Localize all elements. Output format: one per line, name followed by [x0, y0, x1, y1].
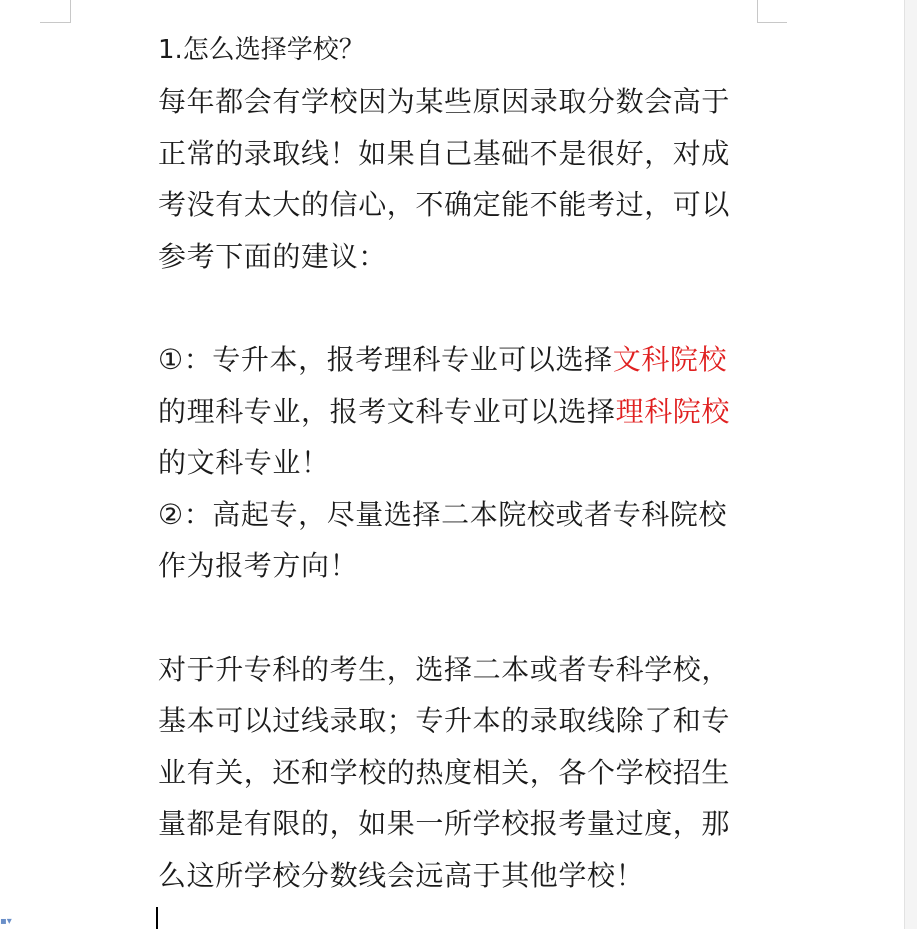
- crop-mark-top-right-horizontal: [757, 22, 787, 23]
- text-line: 每年都会有学校因为某些原因录取分数会高于: [158, 85, 731, 118]
- text-cursor: [156, 907, 158, 929]
- paragraph-intro: [158, 76, 758, 282]
- document-heading: 1.怎么选择学校？: [158, 35, 365, 65]
- text-line: 对于升专科的考生，选择二本或者专科学校，: [158, 652, 731, 686]
- blank-line: [158, 592, 758, 644]
- paste-options-icon[interactable]: ▪▾: [0, 916, 12, 927]
- text-line: 正常的录取线！如果自己基础不是很好，对成: [158, 136, 731, 170]
- vertical-scrollbar[interactable]: [904, 0, 917, 929]
- suggestion-item-1: [158, 334, 758, 489]
- text-line: 业有关，还和学校的热度相关，各个学校招生: [158, 755, 731, 789]
- text-segment: 的理科专业，报考文科专业可以选择: [158, 394, 616, 428]
- text-line: 么这所学校分数线会远高于其他学校！: [158, 858, 645, 892]
- blank-line: [158, 282, 758, 334]
- crop-mark-top-left-horizontal: [40, 22, 71, 23]
- text-line: 的文科专业！: [158, 446, 330, 480]
- text-line: [158, 386, 758, 438]
- text-segment: ①：专升本，报考理科专业可以选择: [158, 342, 613, 376]
- crop-mark-top-right-vertical: [757, 0, 758, 22]
- suggestion-item-2: [158, 489, 758, 592]
- text-line: 量都是有限的，如果一所学校报考量过度，那: [158, 807, 731, 841]
- text-line: 作为报考方向！: [158, 549, 359, 583]
- highlighted-text: 文科院校: [612, 342, 728, 376]
- text-line: [158, 334, 758, 386]
- paragraph-conclusion: [158, 644, 758, 902]
- highlighted-text: 理科院校: [615, 394, 731, 428]
- text-line: 基本可以过线录取；专升本的录取线除了和专: [158, 704, 731, 738]
- document-body[interactable]: [158, 24, 758, 902]
- text-line: 参考下面的建议：: [158, 239, 387, 273]
- text-line: ②：高起专，尽量选择二本院校或者专科院校: [158, 497, 728, 531]
- text-line: 考没有太大的信心，不确定能不能考过，可以: [158, 188, 731, 222]
- crop-mark-top-left-vertical: [70, 0, 71, 22]
